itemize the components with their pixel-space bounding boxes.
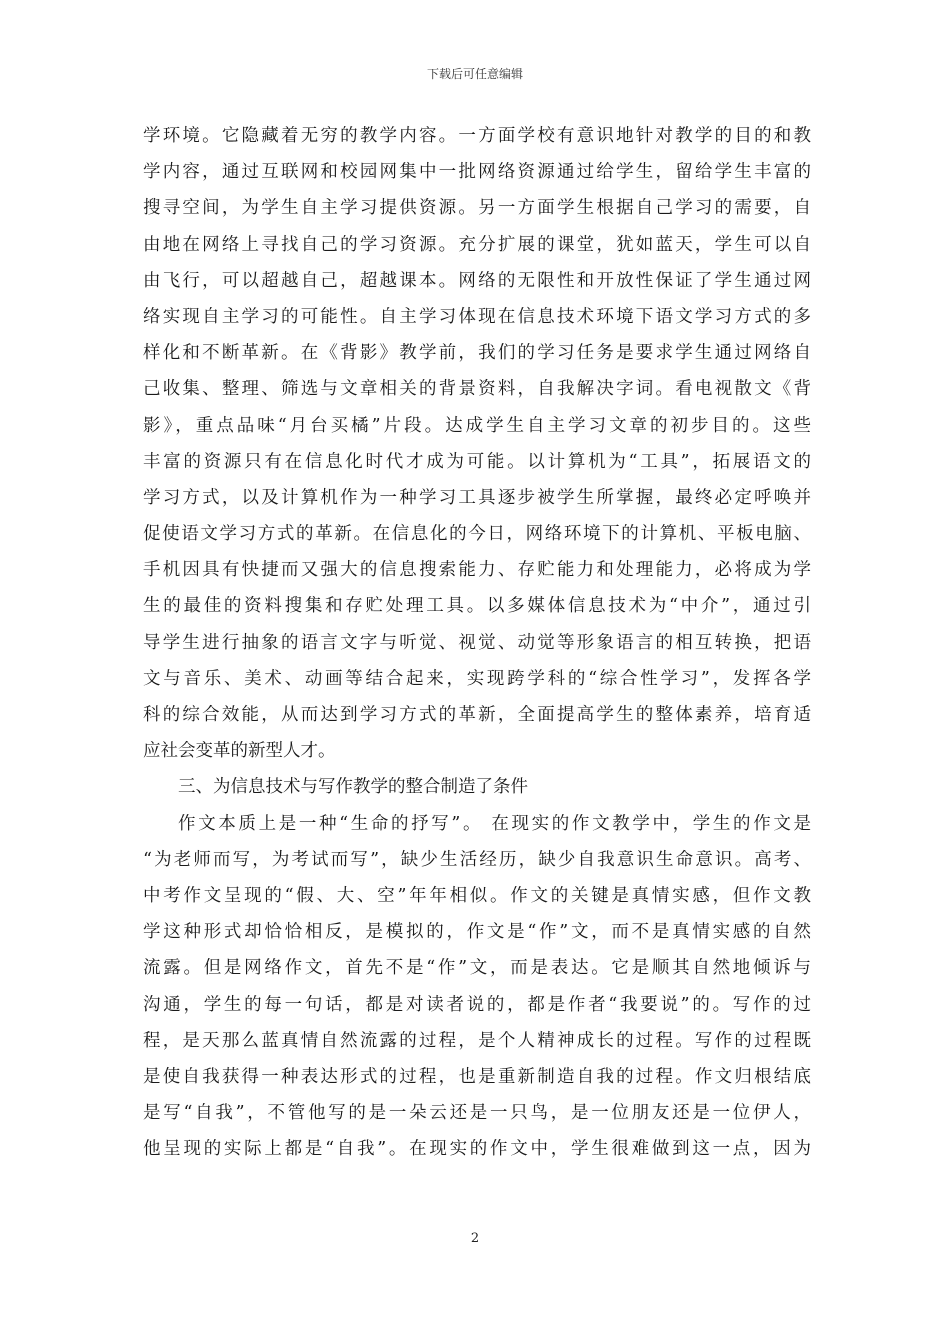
paragraph-2 bbox=[143, 806, 811, 1168]
text-line: “为老师而写，为考试而写”，缺少生活经历，缺少自我意识生命意识。高考、 bbox=[143, 849, 811, 870]
text-line: 流露。但是网络作文，首先不是“作”文，而是表达。它是顺其自然地倾诉与 bbox=[143, 958, 811, 979]
text-line: 丰富的资源只有在信息化时代才成为可能。以计算机为“工具”，拓展语文的 bbox=[143, 451, 811, 472]
text-line: 己收集、整理、筛选与文章相关的背景资料，自我解决字词。看电视散文《背 bbox=[143, 379, 811, 400]
text-line: 中考作文呈现的“假、大、空”年年相似。作文的关键是真情实感，但作文教 bbox=[143, 885, 811, 906]
text-line: 作文本质上是一种“生命的抒写”。 在现实的作文教学中，学生的作文是 bbox=[178, 813, 811, 834]
text-line: 是使自我获得一种表达形式的过程，也是重新制造自我的过程。作文归根结底 bbox=[143, 1066, 811, 1087]
text-line: 促使语文学习方式的革新。在信息化的今日，网络环境下的计算机、平板电脑、 bbox=[143, 524, 811, 545]
text-line: 文与音乐、美术、动画等结合起来，实现跨学科的“综合性学习”，发挥各学 bbox=[143, 668, 811, 689]
text-line: 样化和不断革新。在《背影》教学前，我们的学习任务是要求学生通过网络自 bbox=[143, 343, 811, 364]
page-number: 2 bbox=[470, 1231, 480, 1246]
text-line: 学内容，通过互联网和校园网集中一批网络资源通过给学生，留给学生丰富的 bbox=[143, 162, 811, 183]
text-line: 由地在网络上寻找自己的学习资源。充分扩展的课堂，犹如蓝天，学生可以自 bbox=[143, 234, 811, 255]
text-line: 络实现自主学习的可能性。自主学习体现在信息技术环境下语文学习方式的多 bbox=[143, 306, 811, 327]
text-line: 应社会变革的新型人才。 bbox=[143, 741, 336, 762]
text-line: 搜寻空间，为学生自主学习提供资源。另一方面学生根据自己学习的需要，自 bbox=[143, 198, 811, 219]
text-line: 科的综合效能，从而达到学习方式的革新，全面提高学生的整体素养，培育适 bbox=[143, 705, 811, 725]
document-body bbox=[143, 118, 811, 1167]
paragraph-1 bbox=[143, 118, 811, 769]
text-line: 程，是天那么蓝真情自然流露的过程，是个人精神成长的过程。写作的过程既 bbox=[143, 1030, 811, 1051]
text-line: 导学生进行抽象的语言文字与听觉、视觉、动觉等形象语言的相互转换，把语 bbox=[143, 632, 811, 653]
text-line: 影》，重点品味“月台买橘”片段。达成学生自主学习文章的初步目的。这些 bbox=[143, 415, 811, 436]
text-line: 是写“自我”，不管他写的是一朵云还是一只鸟，是一位朋友还是一位伊人， bbox=[143, 1103, 811, 1124]
text-line: 学这种形式却恰恰相反，是模拟的，作文是“作”文，而不是真情实感的自然 bbox=[143, 922, 811, 943]
text-line: 沟通，学生的每一句话，都是对读者说的，都是作者“我要说”的。写作的过 bbox=[143, 994, 811, 1015]
text-line: 他呈现的实际上都是“自我”。在现实的作文中，学生很难做到这一点，因为 bbox=[143, 1139, 811, 1160]
text-line: 生的最佳的资料搜集和存贮处理工具。以多媒体信息技术为“中介”，通过引 bbox=[143, 596, 811, 617]
text-line: 由飞行，可以超越自己，超越课本。网络的无限性和开放性保证了学生通过网 bbox=[143, 270, 811, 291]
page-header: 下载后可任意编辑 bbox=[426, 67, 523, 81]
section-heading: 三、为信息技术与写作教学的整合制造了条件 bbox=[178, 777, 528, 798]
text-line: 手机因具有快捷而又强大的信息搜索能力、存贮能力和处理能力，必将成为学 bbox=[143, 560, 811, 581]
text-line: 学习方式，以及计算机作为一种学习工具逐步被学生所掌握，最终必定呼唤并 bbox=[143, 487, 811, 508]
text-line: 学环境。它隐藏着无穷的教学内容。一方面学校有意识地针对教学的目的和教 bbox=[143, 126, 811, 146]
